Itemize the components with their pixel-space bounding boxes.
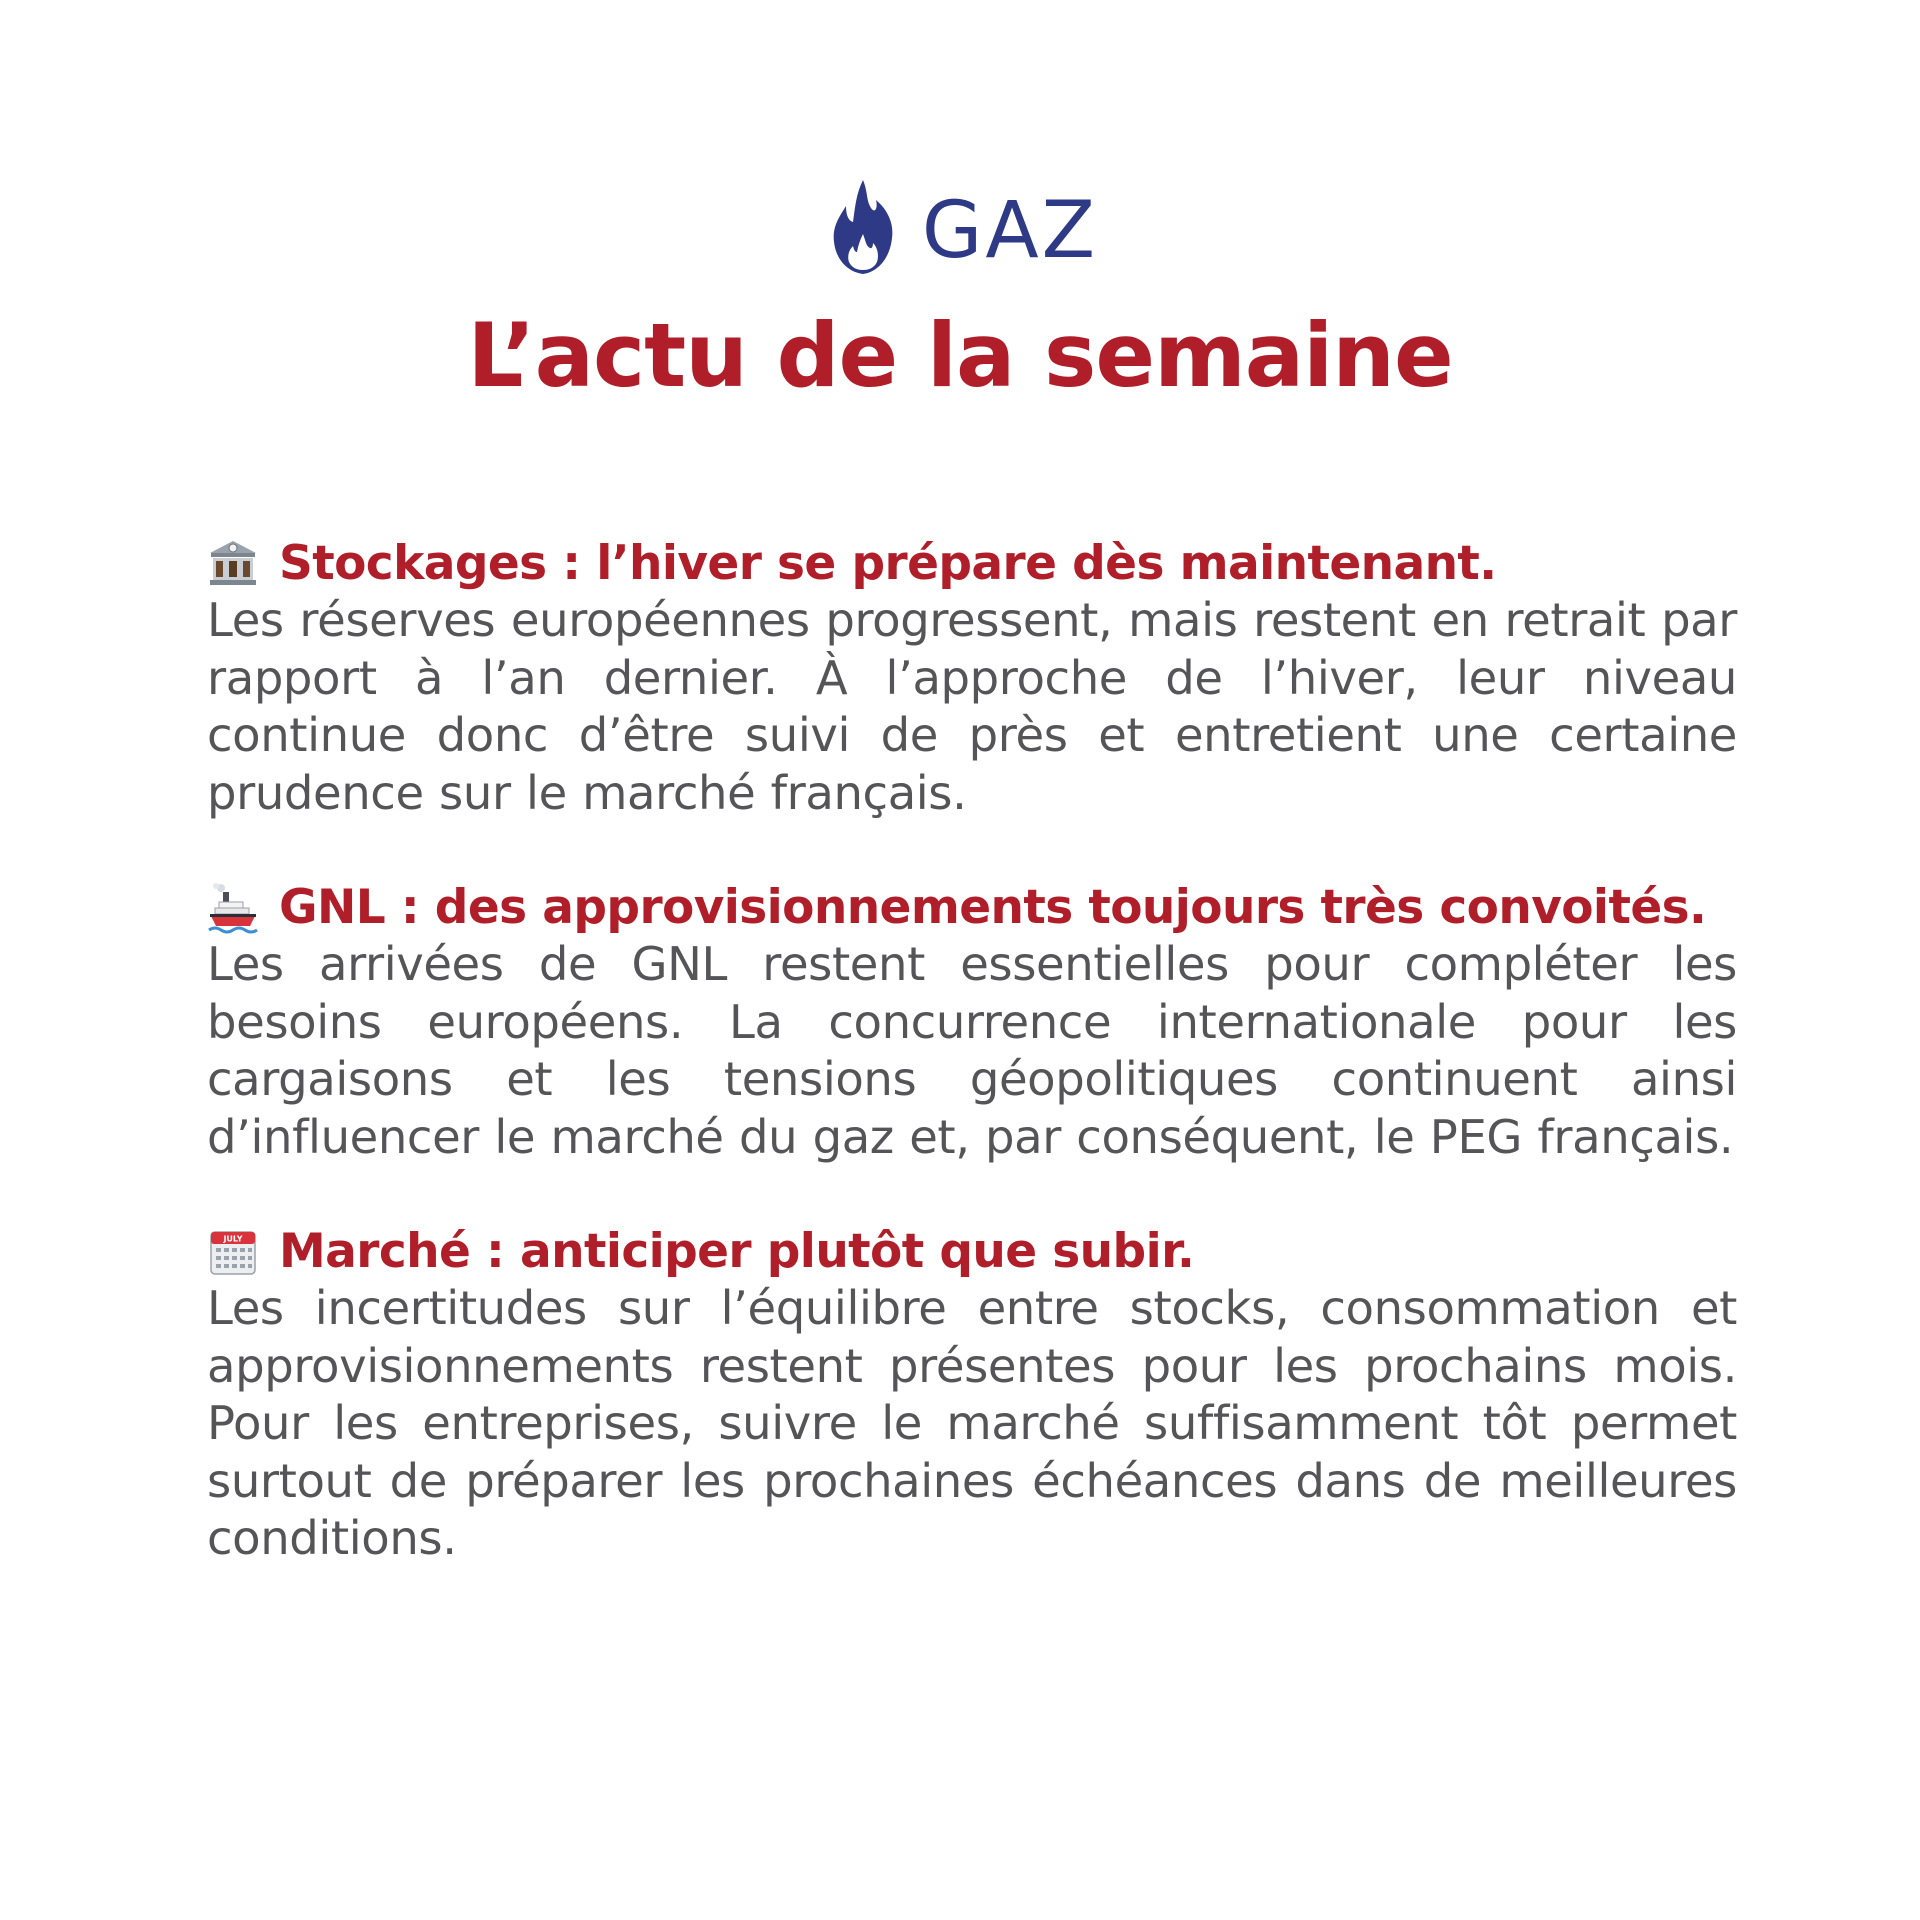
brand-label: GAZ xyxy=(921,186,1099,276)
news-item-gnl xyxy=(207,880,1737,1166)
news-item-body: Les arrivées de GNL restent essentielles pour compléter les besoins européens. La concurrence internationale pour les cargaisons et les tensions géopolitiques continuent ainsi d’influencer le marché du gaz et, par conséquent, le PEG français. xyxy=(207,937,1737,1164)
news-item-heading xyxy=(207,880,1737,936)
news-item-heading xyxy=(207,1224,1737,1280)
news-item-title: GNL : des approvisionnements toujours très convoités. xyxy=(279,880,1707,935)
page-title: L’actu de la semaine xyxy=(467,304,1453,407)
news-item-body: Les incertitudes sur l’équilibre entre stocks, consommation et approvisionnements restent présentes pour les prochains mois. Pour les entreprises, suivre le marché suffisamment tôt permet surtout de préparer les prochaines échéances dans de meilleures conditions. xyxy=(207,1281,1737,1565)
calendar-month-label: JULY xyxy=(223,1234,243,1244)
brand-header xyxy=(0,178,1920,276)
news-item-heading xyxy=(207,536,1737,592)
calendar-icon xyxy=(207,1226,259,1278)
flame-icon xyxy=(822,178,904,276)
bank-icon xyxy=(207,538,259,590)
news-list xyxy=(207,536,1737,1626)
ship-icon xyxy=(207,882,259,934)
news-item-body: Les réserves européennes progressent, mais restent en retrait par rapport à l’an dernier. À l’approche de l’hiver, leur niveau continue donc d’être suivi de près et entretient une certaine prudence sur le marché français. xyxy=(207,593,1737,820)
news-item-stockages xyxy=(207,536,1737,822)
news-item-title: Marché : anticiper plutôt que subir. xyxy=(279,1224,1195,1279)
news-item-title: Stockages : l’hiver se prépare dès maintenant. xyxy=(279,536,1497,591)
news-item-marche xyxy=(207,1224,1737,1568)
